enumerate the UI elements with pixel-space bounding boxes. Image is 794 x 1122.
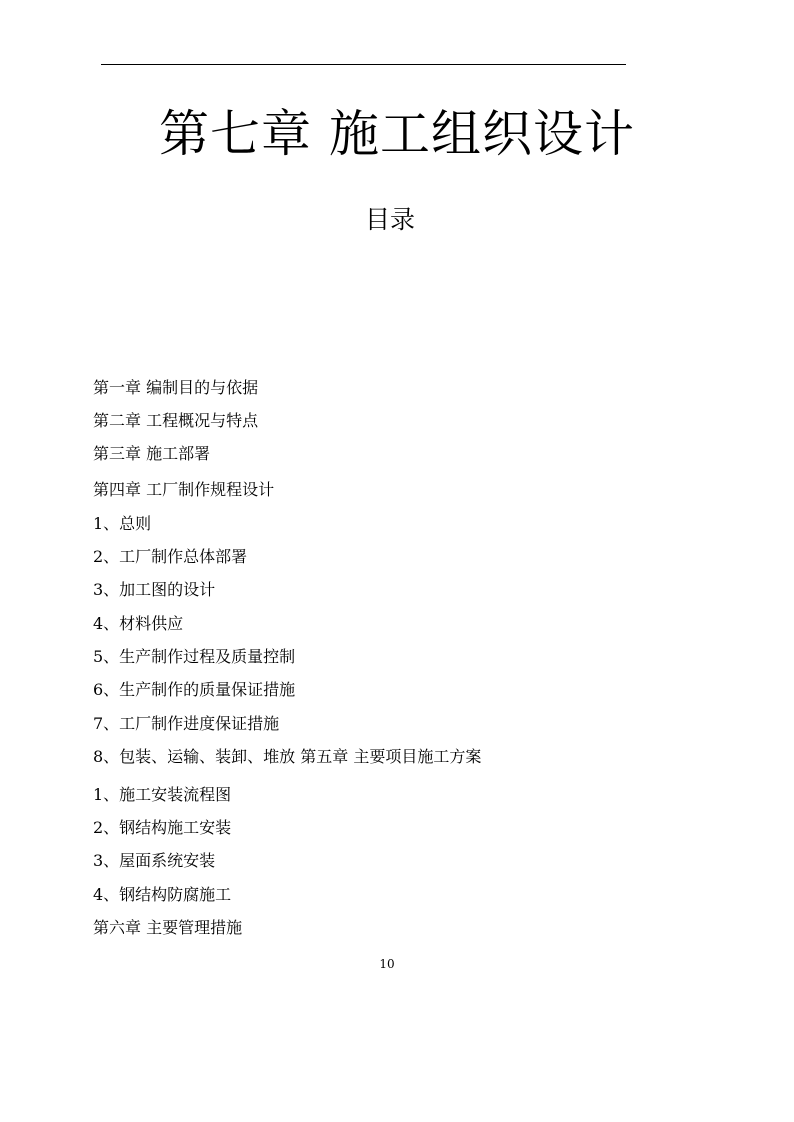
- toc-heading: [0, 202, 794, 238]
- toc-item: 3、加工图的设计: [93, 580, 216, 599]
- toc-item: 7、工厂制作进度保证措施: [93, 714, 280, 733]
- toc-item: 第六章 主要管理措施: [93, 918, 243, 937]
- toc-item: 1、施工安装流程图: [93, 785, 232, 804]
- toc-item: 2、工厂制作总体部署: [93, 547, 248, 566]
- chapter-title: 第七章 施工组织设计: [159, 105, 635, 163]
- toc-item: 1、总则: [93, 514, 152, 533]
- toc-item: 第二章 工程概况与特点: [93, 411, 259, 430]
- toc-item: 5、生产制作过程及质量控制: [93, 647, 296, 666]
- toc-item: 2、钢结构施工安装: [93, 818, 232, 837]
- toc-item: 4、钢结构防腐施工: [93, 885, 232, 904]
- header-rule: [101, 64, 626, 65]
- toc-heading-text: 目录: [364, 205, 415, 234]
- toc-item: 4、材料供应: [93, 614, 184, 633]
- toc-item: 3、屋面系统安装: [93, 851, 216, 870]
- toc-item: 8、包装、运输、装卸、堆放 第五章 主要项目施工方案: [93, 747, 482, 766]
- toc-item: 第三章 施工部署: [93, 444, 211, 463]
- toc-item: 第一章 编制目的与依据: [93, 378, 259, 397]
- toc-item: 第四章 工厂制作规程设计: [93, 480, 275, 499]
- page-number: 10: [379, 957, 395, 971]
- toc-item: 6、生产制作的质量保证措施: [93, 680, 296, 699]
